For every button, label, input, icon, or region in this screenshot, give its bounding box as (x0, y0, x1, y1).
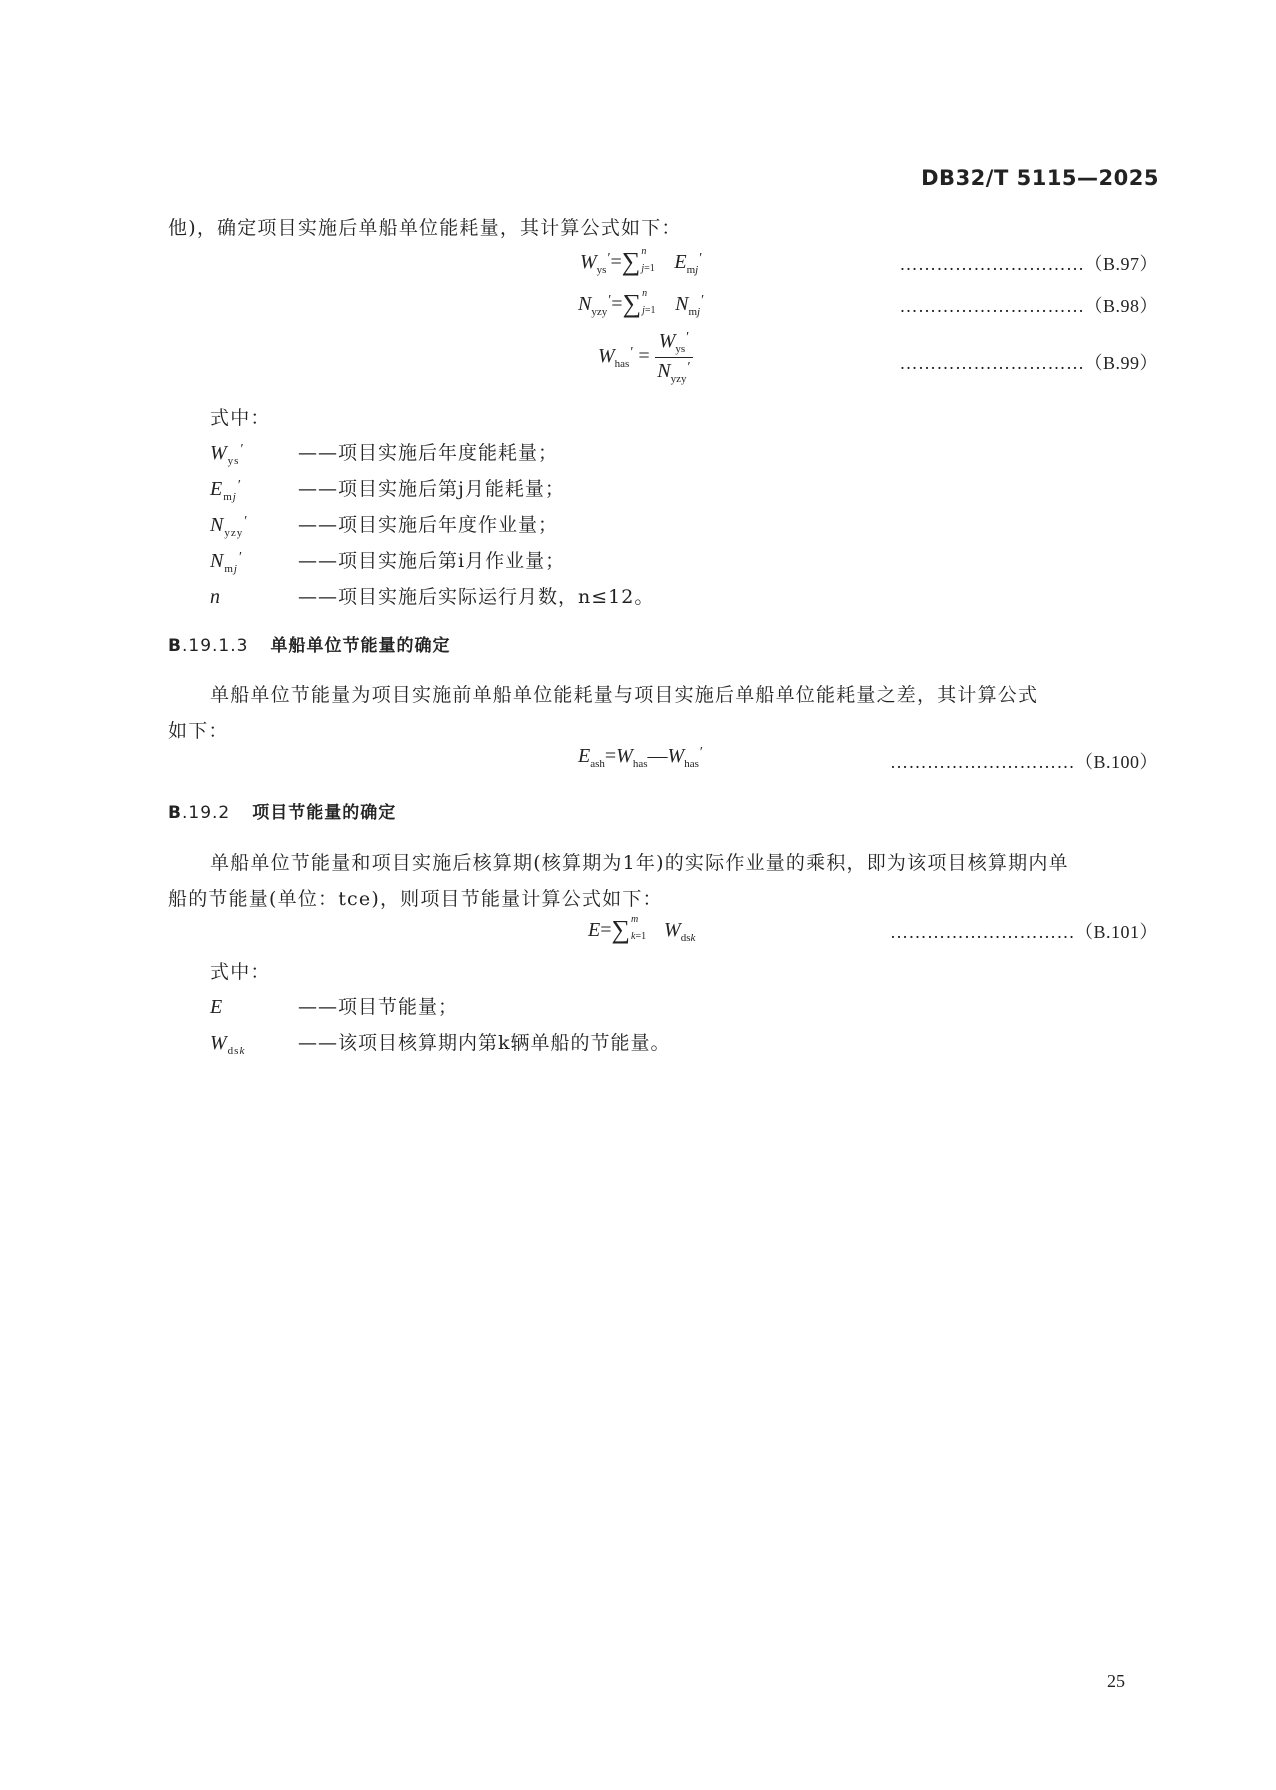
symbol-wys: $W_{ys}'$ (210, 442, 245, 467)
document-code: DB32/T 5115—2025 (921, 166, 1159, 190)
section-heading-b1913: B.19.1.3 单船单位节能量的确定 (168, 636, 451, 656)
symbol-nyzy: $N_{yzy}'$ (210, 514, 249, 539)
definition-n: n ——项目实施后实际运行月数，n≤12。 (210, 586, 655, 608)
formula-b99: $W_{has}'$ = $\frac{W_{ys}'}{N_{yzy}'}$ (598, 330, 693, 385)
paragraph-b1913-line1: 单船单位节能量为项目实施前单船单位能耗量与项目实施后单船单位能耗量之差，其计算公式 (210, 684, 1039, 706)
symbol-n: n (210, 586, 221, 608)
formula-b97: $W_{ys}'=\sum$ n j=1 $E_{mj}'$ (580, 246, 703, 276)
definition-wdsk: $W_{dsk}$ ——该项目核算期内第k辆单船的节能量。 (210, 1032, 671, 1057)
intro-line: 他)，确定项目实施后单船单位能耗量，其计算公式如下： (168, 217, 682, 239)
page-number: 25 (1107, 1671, 1125, 1691)
where-label-2: 式中： (210, 961, 271, 983)
symbol-wdsk: $W_{dsk}$ (210, 1032, 246, 1057)
where-label-1: 式中： (210, 407, 271, 429)
formula-b101: E=∑ m k=1 $W_{dsk}$ (588, 914, 696, 944)
equation-number-b98: …………………………（B.98） (899, 296, 1158, 316)
equation-number-b99: …………………………（B.99） (899, 353, 1158, 373)
definition-nmj: $N_{mj}'$ ——项目实施后第i月作业量； (210, 550, 566, 575)
definition-nyzy: $N_{yzy}'$ ——项目实施后年度作业量； (210, 514, 559, 539)
paragraph-b192-line1: 单船单位节能量和项目实施后核算期(核算期为1年)的实际作业量的乘积，即为该项目核算期内单 (210, 852, 1069, 874)
equation-number-b100: …………………………（B.100） (889, 752, 1158, 772)
symbol-e: E (210, 996, 224, 1018)
section-heading-b192: B.19.2 项目节能量的确定 (168, 803, 397, 823)
definition-wys: $W_{ys}'$ ——项目实施后年度能耗量； (210, 442, 559, 467)
equation-number-b101: …………………………（B.101） (889, 922, 1158, 942)
symbol-nmj: $N_{mj}'$ (210, 550, 244, 575)
paragraph-b192-line2: 船的节能量(单位：tce)，则项目节能量计算公式如下： (168, 888, 663, 910)
symbol-emj: $E_{mj}'$ (210, 478, 242, 503)
definition-e: E ——项目节能量； (210, 996, 459, 1018)
formula-b98: $N_{yzy}'=\sum$ n j=1 $N_{mj}'$ (578, 288, 705, 318)
definition-emj: $E_{mj}'$ ——项目实施后第j月能耗量； (210, 478, 565, 503)
formula-b100: $E_{ash}=W_{has}—W_{has}'$ (578, 745, 703, 770)
equation-number-b97: …………………………（B.97） (899, 254, 1158, 274)
paragraph-b1913-line2: 如下： (168, 720, 229, 742)
